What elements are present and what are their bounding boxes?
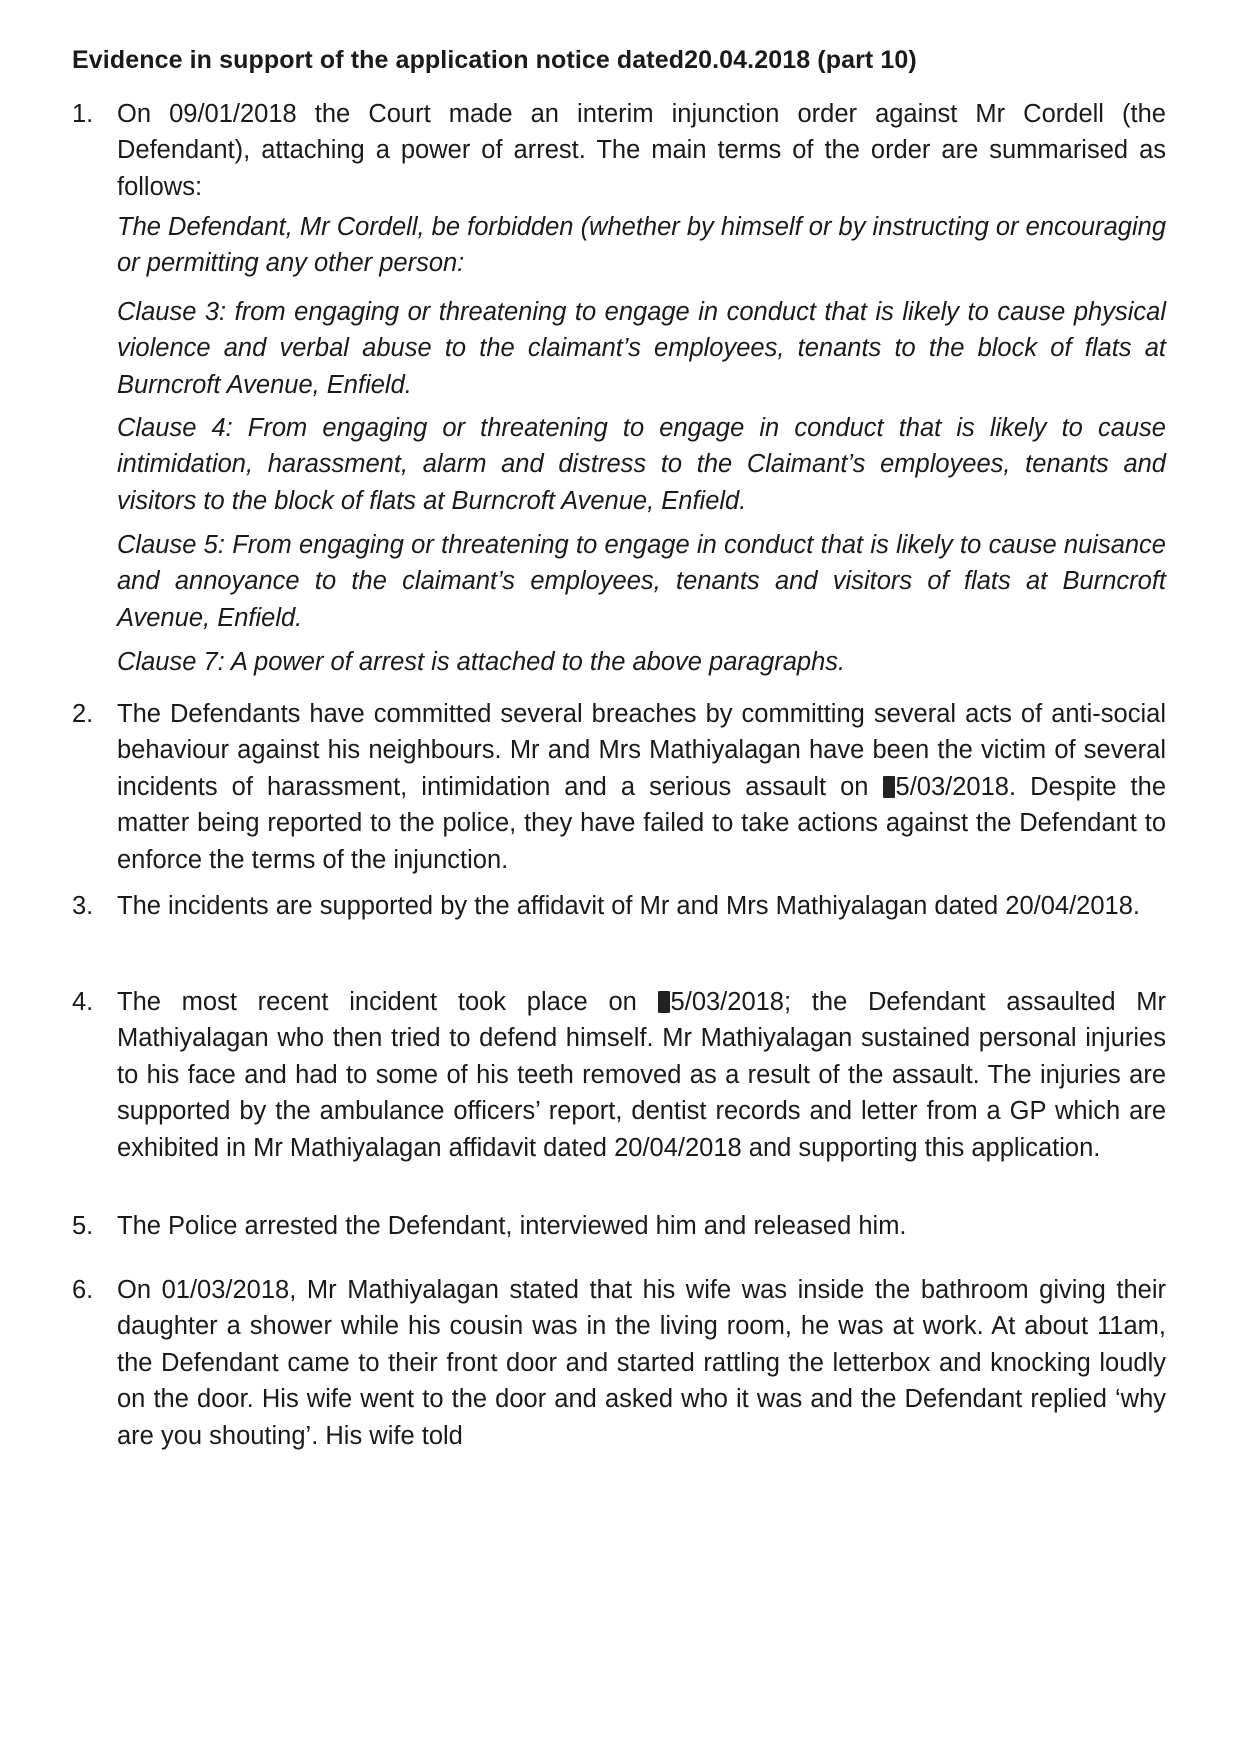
item-number: 4. bbox=[72, 988, 94, 1016]
order-clause-4: Clause 4: From engaging or threatening to engage in conduct that is likely to cause intimidation, harassment, alarm and distress to the Claimant’s employees, tenants and visitors to the block of flats at Burncroft Avenue, Enfield. bbox=[117, 414, 1166, 515]
order-clause-7: Clause 7: A power of arrest is attached to the above paragraphs. bbox=[117, 648, 846, 676]
item-text: The incidents are supported by the affidavit of Mr and Mrs Mathiyalagan dated 20/04/2018. bbox=[117, 892, 1140, 920]
item-text: The Police arrested the Defendant, interviewed him and released him. bbox=[117, 1212, 907, 1240]
item-number: 2. bbox=[72, 700, 94, 728]
item-text-part: The most recent incident took place on bbox=[117, 988, 658, 1016]
list-item-2 bbox=[72, 696, 1166, 878]
item-text-part: The Defendants have committed several breaches by committing several acts of anti-social behaviour against his neighbours. Mr and Mrs Mathiyalagan have been the victim of several incidents of harassment, intimidation and a serious assault on bbox=[117, 700, 1166, 801]
document-heading: Evidence in support of the application notice dated20.04.2018 (part 10) bbox=[72, 46, 917, 74]
order-clause-5: Clause 5: From engaging or threatening to engage in conduct that is likely to cause nuisance and annoyance to the claimant’s employees, tenants and visitors of flats at Burncroft Avenue, Enfield. bbox=[117, 531, 1166, 632]
item-number: 5. bbox=[72, 1212, 94, 1240]
item-text: On 09/01/2018 the Court made an interim injunction order against Mr Cordell (the Defendant), attaching a power of arrest. The main terms of the order are summarised as follows: bbox=[117, 100, 1166, 201]
item-number: 3. bbox=[72, 892, 94, 920]
list-item-6 bbox=[72, 1272, 1166, 1454]
item-text bbox=[117, 696, 1166, 878]
item-text: On 01/03/2018, Mr Mathiyalagan stated that his wife was inside the bathroom giving their daughter a shower while his cousin was in the living room, he was at work. At about 11am, the Defendant came to their front door and started rattling the letterbox and knocking loudly on the door. His wife went to the door and asked who it was and the Defendant replied ‘why are you shouting’. His wife told bbox=[117, 1276, 1166, 1450]
redaction-mark bbox=[658, 991, 670, 1013]
item-text-part: 5/03/2018. Despite the matter being reported to the police, they have failed to take actions against the Defendant to enforce the terms of the injunction. bbox=[117, 772, 1166, 874]
item-number: 6. bbox=[72, 1276, 94, 1304]
item-number: 1. bbox=[72, 100, 94, 128]
list-item-3 bbox=[72, 888, 1166, 924]
order-clause-3: Clause 3: from engaging or threatening to engage in conduct that is likely to cause physical violence and verbal abuse to the claimant’s employees, tenants to the block of flats at Burncroft Avenue, Enfield. bbox=[117, 298, 1166, 399]
redaction-mark bbox=[883, 776, 895, 798]
list-item-5 bbox=[72, 1208, 1166, 1244]
item-text-part: 5/03/2018; the Defendant assaulted Mr Mathiyalagan who then tried to defend himself. Mr Mathiyalagan sustained personal injuries to his face and had to some of his teeth removed as a result of the assault. The injuries are supported by the ambulance officers’ report, dentist records and letter from a GP which are exhibited in Mr Mathiyalagan affidavit dated 20/04/2018 and supporting this application. bbox=[117, 988, 1166, 1162]
item-text bbox=[117, 984, 1166, 1166]
list-item-4 bbox=[72, 984, 1166, 1166]
list-item-1 bbox=[72, 96, 1166, 205]
order-preamble: The Defendant, Mr Cordell, be forbidden (whether by himself or by instructing or encouraging or permitting any other person: bbox=[117, 213, 1166, 278]
